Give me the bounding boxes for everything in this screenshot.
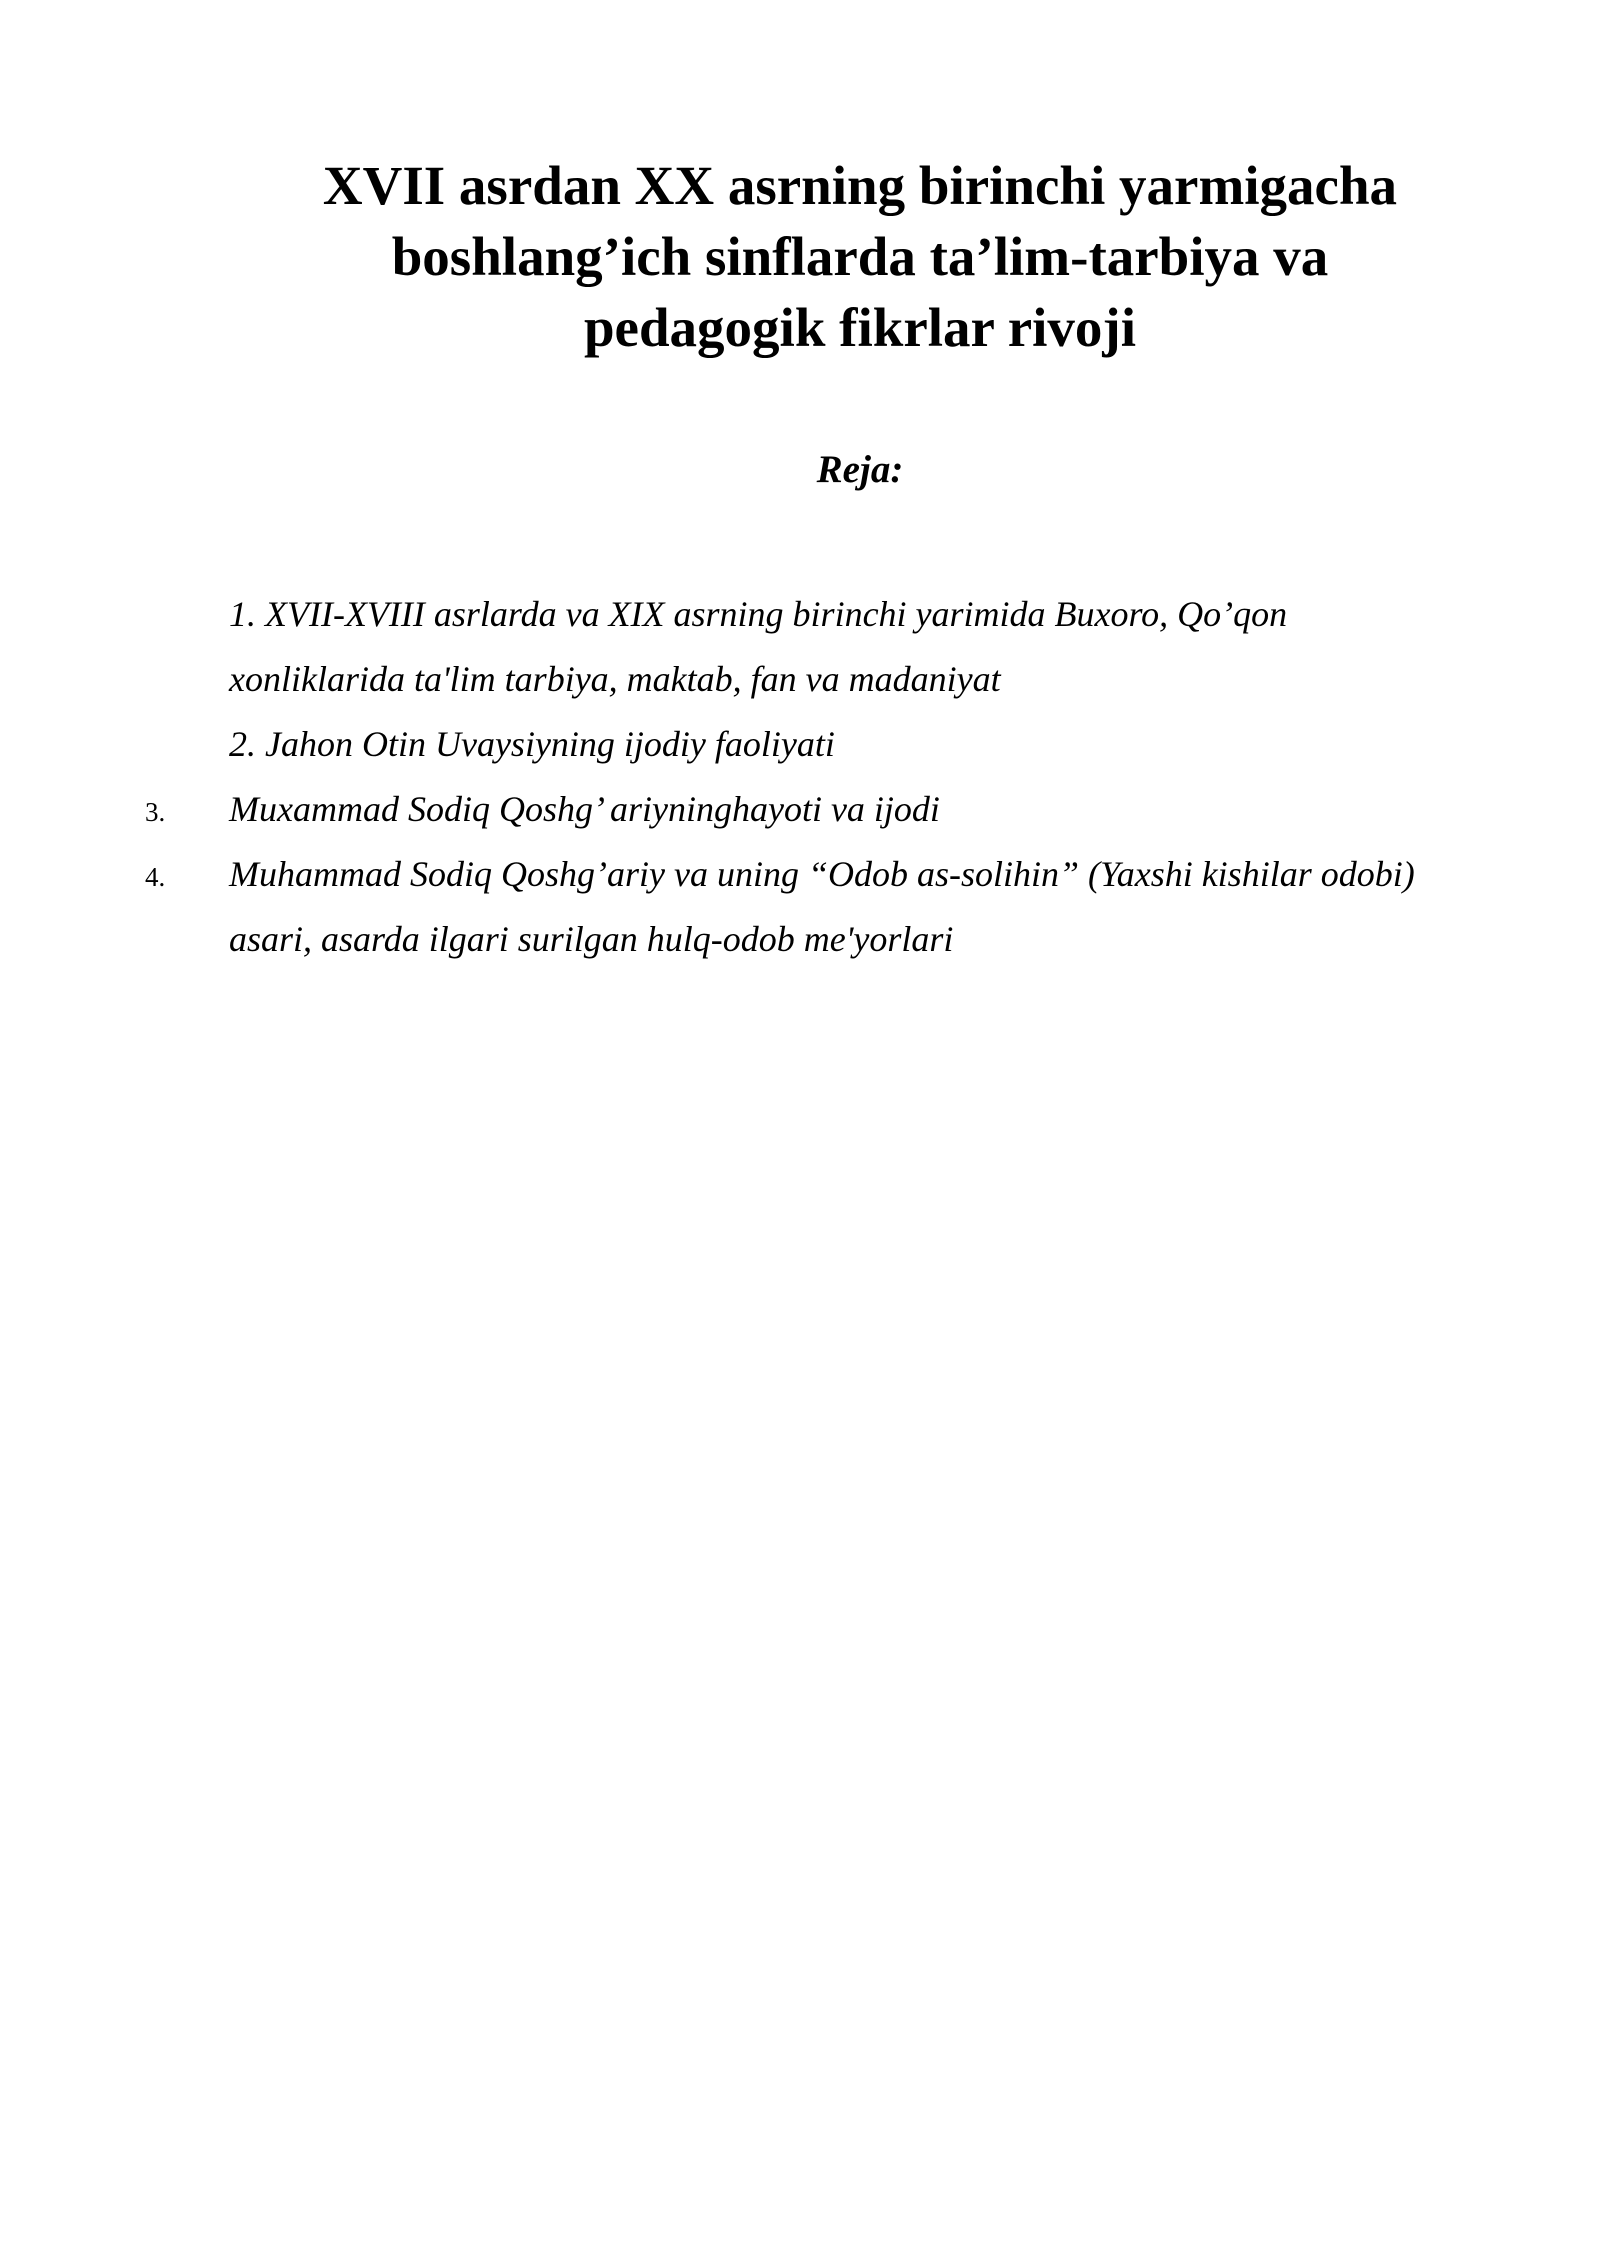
plan-item-4-number: 4. xyxy=(145,862,166,892)
title-line-1: XVII asrdan XX asrning birinchi yarmigacha xyxy=(322,155,1398,216)
plan-item-1-line-2: xonliklarida ta'lim tarbiya, maktab, fan va madaniyat xyxy=(229,659,1001,699)
title-line-2: boshlang’ich sinflarda ta’lim-tarbiya va xyxy=(391,226,1329,287)
plan-item-4-line-1: Muhammad Sodiq Qoshg’ariy va uning “Odob as-solihin” (Yaxshi kishilar odobi) xyxy=(229,854,1415,894)
plan-item-1-line-1: 1. XVII-XVIII asrlarda va XIX asrning birinchi yarimida Buxoro, Qo’qon xyxy=(229,594,1288,634)
document-title xyxy=(230,150,1490,363)
plan-item-4-line-2: asari, asarda ilgari surilgan hulq-odob me'yorlari xyxy=(229,919,954,959)
plan-heading: Reja: xyxy=(816,448,904,491)
plan-item-2: 2. Jahon Otin Uvaysiyning ijodiy faoliyati xyxy=(229,724,835,764)
title-line-3: pedagogik fikrlar rivoji xyxy=(583,297,1137,358)
plan-item-3: Muxammad Sodiq Qoshg’ ariyninghayoti va ijodi xyxy=(229,789,940,829)
plan-item-3-number: 3. xyxy=(145,797,166,827)
